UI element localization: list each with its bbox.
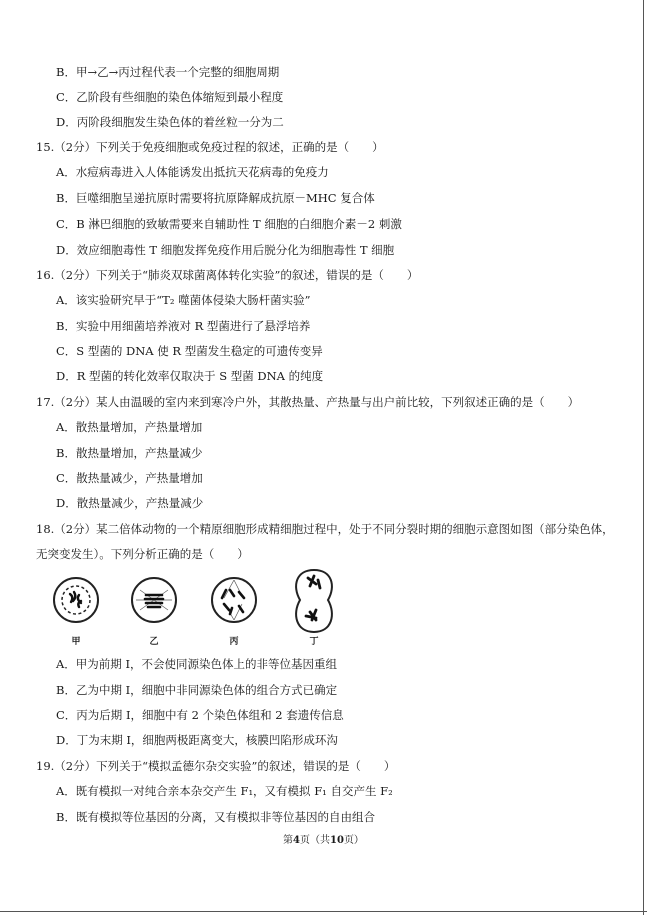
option-16-d: D．R 型菌的转化效率仅取决于 S 型菌 DNA 的纯度 [56,369,324,383]
option-18-c: C．丙为后期 I，细胞中有 2 个染色体组和 2 套遗传信息 [56,708,344,722]
option-18-b: B．乙为中期 I，细胞中非同源染色体的组合方式已确定 [56,683,338,697]
cell-jia [50,568,102,650]
question-16: 16.（2分）下列关于“肺炎双球菌离体转化实验”的叙述，错误的是（ ） [36,268,419,282]
label-yi: 乙 [149,637,159,647]
option-15-a: A．水痘病毒进入人体能诱发出抵抗天花病毒的免疫力 [56,165,329,179]
cell-division-figure [50,568,350,650]
footer-suffix: 页） [343,835,364,846]
cell-jia-drawing [50,568,102,632]
option-15-b: B．巨噬细胞呈递抗原时需要将抗原降解成抗原－MHC 复合体 [56,191,375,205]
option-16-a: A．该实验研究早于“T₂ 噬菌体侵染大肠杆菌实验” [56,293,311,307]
option-18-a: A．甲为前期 I，不会使同源染色体上的非等位基因重组 [56,657,338,671]
question-15: 15.（2分）下列关于免疫细胞或免疫过程的叙述，正确的是（ ） [36,140,384,154]
footer-middle: 页（共 [300,835,331,846]
cell-ding [288,568,340,650]
option-17-d: D．散热量减少，产热量减少 [56,496,204,510]
label-jia: 甲 [71,637,81,647]
cell-yi [128,568,180,650]
option-14-c: C．乙阶段有些细胞的染色体缩短到最小程度 [56,90,284,104]
page-footer [0,834,647,848]
option-19-b: B．既有模拟等位基因的分离，又有模拟非等位基因的自由组合 [56,810,375,824]
cell-bing-drawing [208,568,260,632]
bottom-border-line [0,911,647,912]
option-16-b: B．实验中用细菌培养液对 R 型菌进行了悬浮培养 [56,319,311,333]
option-15-d: D．效应细胞毒性 T 细胞发挥免疫作用后脱分化为细胞毒性 T 细胞 [56,243,395,257]
option-16-c: C．S 型菌的 DNA 使 R 型菌发生稳定的可遗传变异 [56,344,323,358]
footer-page-number: 4 [293,835,301,846]
option-18-d: D．丁为末期 I，细胞两极距离变大，核膜凹陷形成环沟 [56,733,338,747]
option-19-a: A．既有模拟一对纯合亲本杂交产生 F₁，又有模拟 F₁ 自交产生 F₂ [56,784,393,798]
option-14-d: D．丙阶段细胞发生染色体的着丝粒一分为二 [56,115,284,129]
footer-total-pages: 10 [330,835,344,846]
option-17-b: B．散热量增加，产热量减少 [56,446,203,460]
right-border-line [643,0,644,915]
label-bing: 丙 [229,637,239,647]
label-ding: 丁 [309,637,319,647]
cell-ding-drawing [288,568,340,636]
footer-prefix: 第 [283,835,294,846]
cell-bing [208,568,260,650]
option-17-a: A．散热量增加，产热量增加 [56,420,203,434]
option-14-b: B．甲→乙→丙过程代表一个完整的细胞周期 [56,65,280,79]
option-17-c: C．散热量减少，产热量增加 [56,471,203,485]
question-19: 19.（2分）下列关于“模拟孟德尔杂交实验”的叙述，错误的是（ ） [36,759,396,773]
cell-yi-drawing [128,568,180,632]
question-17: 17.（2分）某人由温暖的室内来到寒冷户外，其散热量、产热量与出户前比较，下列叙述正确的是（ ） [36,395,580,409]
question-18-continuation: 无突变发生）。下列分析正确的是（ ） [36,547,249,561]
question-18: 18.（2分）某二倍体动物的一个精原细胞形成精细胞过程中，处于不同分裂时期的细胞示意图如图（部分染色体， [36,522,614,536]
option-15-c: C．B 淋巴细胞的致敏需要来自辅助性 T 细胞的白细胞介素－2 刺激 [56,217,402,231]
